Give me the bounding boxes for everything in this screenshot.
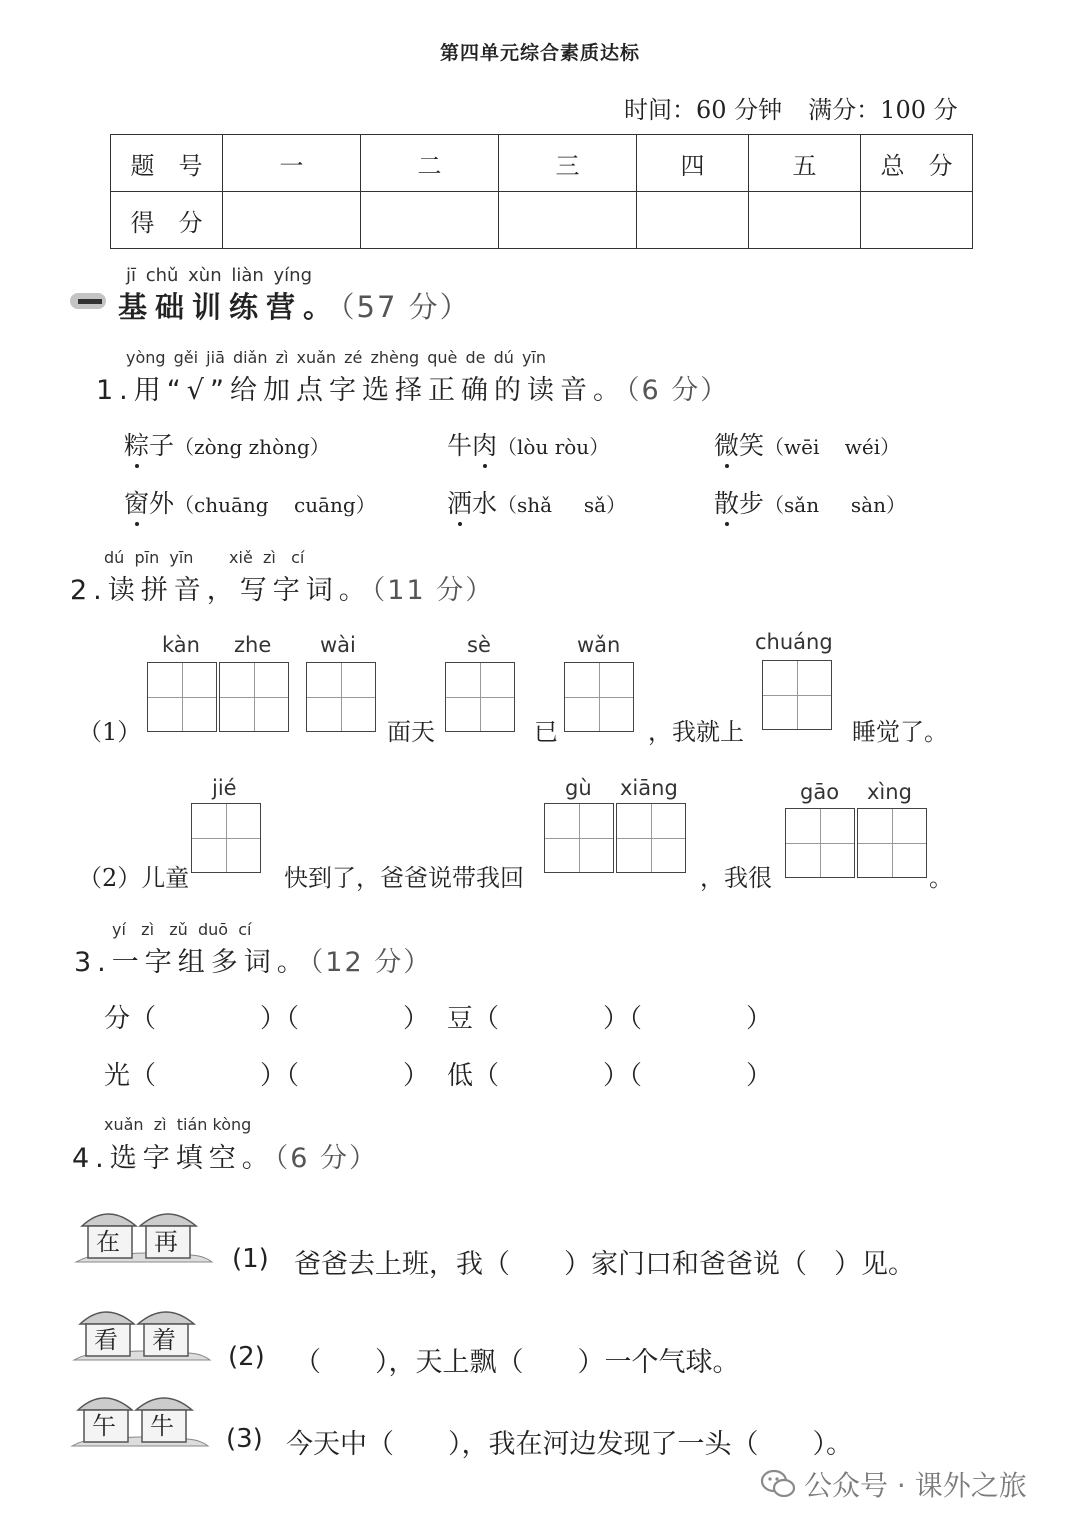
sentence-text: ，我就上 — [648, 718, 744, 746]
section-points: （57 分） — [340, 290, 471, 324]
sentence-text: 睡觉了。 — [852, 718, 948, 746]
char: 子 — [149, 431, 175, 460]
q4-item-text[interactable]: （ ），天上飘（ ）一个气球。 — [294, 1347, 740, 1378]
q4-item-num: (2) — [228, 1342, 265, 1372]
writing-grid[interactable] — [564, 662, 634, 732]
q1-title: 1.用“√”给加点字选择正确的读音。 — [96, 375, 626, 406]
score-cell[interactable] — [499, 192, 637, 249]
score-col: 二 — [361, 135, 499, 192]
option-char: 在 — [96, 1228, 120, 1256]
q3-char: 光 — [104, 1061, 131, 1091]
dotted-char: 窗 — [124, 489, 150, 518]
section-title-text: 基础训练营。 — [118, 290, 341, 324]
option-char: 牛 — [150, 1412, 174, 1440]
writing-grid[interactable] — [147, 662, 217, 732]
writing-grid[interactable] — [306, 662, 376, 732]
q3-heading — [74, 940, 432, 979]
q1-item — [447, 484, 626, 520]
dotted-char: 洒 — [447, 489, 473, 518]
page-title: 第四单元综合素质达标 — [439, 42, 640, 64]
score-cell[interactable] — [861, 192, 973, 249]
writing-grid[interactable] — [616, 803, 686, 873]
q1-item — [447, 426, 609, 462]
section-number-dash — [78, 299, 102, 304]
q4-pinyin: xuǎn zì tián kòng — [104, 1115, 252, 1134]
score-row-label: 题 号 — [111, 135, 223, 192]
q2-heading — [70, 568, 494, 607]
section-title — [118, 285, 471, 326]
score-col: 总 分 — [861, 135, 973, 192]
grid-pinyin: wài — [320, 633, 356, 657]
answer-blanks[interactable]: （ ）（ ） — [130, 1004, 430, 1034]
option-char: 午 — [92, 1412, 116, 1440]
pinyin-options[interactable]: （lòu ròu） — [497, 435, 610, 459]
section-pinyin: jī chǔ xùn liàn yíng — [126, 265, 312, 286]
score-col: 四 — [637, 135, 749, 192]
q3-points: （12 分） — [309, 947, 433, 978]
grid-pinyin: kàn — [162, 633, 200, 657]
char: 笑 — [739, 431, 765, 460]
mushroom-house-icon — [74, 1204, 214, 1268]
q3-char: 分 — [104, 1004, 131, 1034]
q4-heading — [72, 1136, 378, 1175]
writing-grid[interactable] — [219, 662, 289, 732]
option-char: 看 — [94, 1326, 118, 1354]
q3-row — [104, 998, 429, 1035]
sentence-text: ，我很 — [700, 864, 772, 892]
score-table-score-row — [111, 192, 973, 249]
char: 外 — [149, 489, 175, 518]
mushroom-house-icon — [70, 1388, 210, 1452]
writing-grid[interactable] — [191, 803, 261, 873]
q1-item — [124, 426, 330, 462]
score-col: 五 — [749, 135, 861, 192]
sentence-text: 快到了，爸爸说带我回 — [284, 864, 524, 892]
score-cell[interactable] — [223, 192, 361, 249]
q1-item — [714, 484, 906, 520]
score-row-label: 得 分 — [111, 192, 223, 249]
char: 水 — [472, 489, 498, 518]
q4-item-num: (1) — [232, 1244, 269, 1274]
q2-title: 2.读拼音，写字词。 — [70, 575, 372, 606]
q4-item-text[interactable]: 爸爸去上班，我（ ）家门口和爸爸说（ ）见。 — [294, 1249, 915, 1280]
grid-pinyin: xiāng — [620, 776, 678, 800]
score-table-header-row — [111, 135, 973, 192]
q1-points: （6 分） — [625, 375, 730, 406]
score-table — [110, 134, 973, 249]
sentence-text: 已 — [534, 718, 558, 746]
sentence-text: 。 — [929, 864, 953, 892]
exam-info — [624, 90, 984, 125]
pinyin-options[interactable]: （chuāng cuāng） — [174, 493, 376, 517]
q4-item-num: (3) — [226, 1424, 263, 1454]
score-col: 三 — [499, 135, 637, 192]
q1-pinyin: yòng gěi jiā diǎn zì xuǎn zé zhèng què de dú yīn — [126, 348, 546, 367]
answer-blanks[interactable]: （ ）（ ） — [473, 1004, 773, 1034]
option-char: 再 — [154, 1228, 178, 1256]
q1-item — [124, 484, 376, 520]
q3-title: 3.一字组多词。 — [74, 947, 310, 978]
q3-char: 低 — [447, 1061, 474, 1091]
q4-item-text[interactable]: 今天中（ ），我在河边发现了一头（ ）。 — [286, 1429, 853, 1460]
score-cell[interactable] — [637, 192, 749, 249]
q1-heading — [96, 368, 729, 407]
char: 步 — [739, 489, 765, 518]
grid-pinyin: jié — [212, 776, 237, 800]
option-char: 着 — [152, 1326, 176, 1354]
q2-pinyin: dú pīn yīn xiě zì cí — [104, 548, 305, 567]
answer-blanks[interactable]: （ ）（ ） — [473, 1061, 773, 1091]
grid-pinyin: wǎn — [577, 633, 621, 657]
q4-title: 4.选字填空。 — [72, 1143, 275, 1174]
mushroom-house-icon — [72, 1302, 212, 1366]
grid-pinyin: zhe — [234, 633, 272, 657]
char: 牛 — [447, 431, 473, 460]
grid-pinyin: sè — [467, 633, 491, 657]
watermark-text: 公众号 · 课外之旅 — [804, 1469, 1027, 1502]
pinyin-options[interactable]: （zòng zhòng） — [174, 435, 330, 459]
dotted-char: 微 — [714, 431, 740, 460]
q2-s1-label: （1） — [78, 718, 142, 746]
q2-points: （11 分） — [371, 575, 495, 606]
wechat-icon — [760, 1469, 796, 1506]
pinyin-options[interactable]: （shǎ sǎ） — [497, 493, 627, 517]
score-cell[interactable] — [361, 192, 499, 249]
watermark — [760, 1464, 1027, 1506]
pinyin-options[interactable]: （sǎn sàn） — [764, 493, 906, 517]
writing-grid[interactable] — [445, 662, 515, 732]
writing-grid[interactable] — [544, 803, 614, 873]
score-col: 一 — [223, 135, 361, 192]
q1-item — [714, 426, 900, 462]
grid-pinyin: xìng — [867, 780, 912, 804]
dotted-char: 粽 — [124, 431, 150, 460]
grid-pinyin: chuáng — [755, 630, 833, 654]
grid-pinyin: gāo — [800, 780, 840, 804]
q4-points: （6 分） — [274, 1143, 379, 1174]
full-score: 满分：100 分 — [808, 96, 958, 124]
writing-grid[interactable] — [785, 808, 855, 878]
writing-grid[interactable] — [762, 660, 832, 730]
time-limit: 时间：60 分钟 — [624, 96, 783, 124]
dotted-char: 散 — [714, 489, 740, 518]
q2-s2-label: （2）儿童 — [78, 864, 190, 892]
q3-row — [447, 998, 772, 1035]
q3-pinyin: yí zì zǔ duō cí — [112, 920, 252, 939]
q3-row — [104, 1055, 429, 1092]
grid-pinyin: gù — [565, 776, 592, 800]
q3-row — [447, 1055, 772, 1092]
dotted-char: 肉 — [472, 431, 498, 460]
score-cell[interactable] — [749, 192, 861, 249]
answer-blanks[interactable]: （ ）（ ） — [130, 1061, 430, 1091]
sentence-text: 面天 — [387, 718, 435, 746]
q3-char: 豆 — [447, 1004, 474, 1034]
writing-grid[interactable] — [857, 808, 927, 878]
pinyin-options[interactable]: （wēi wéi） — [764, 435, 901, 459]
